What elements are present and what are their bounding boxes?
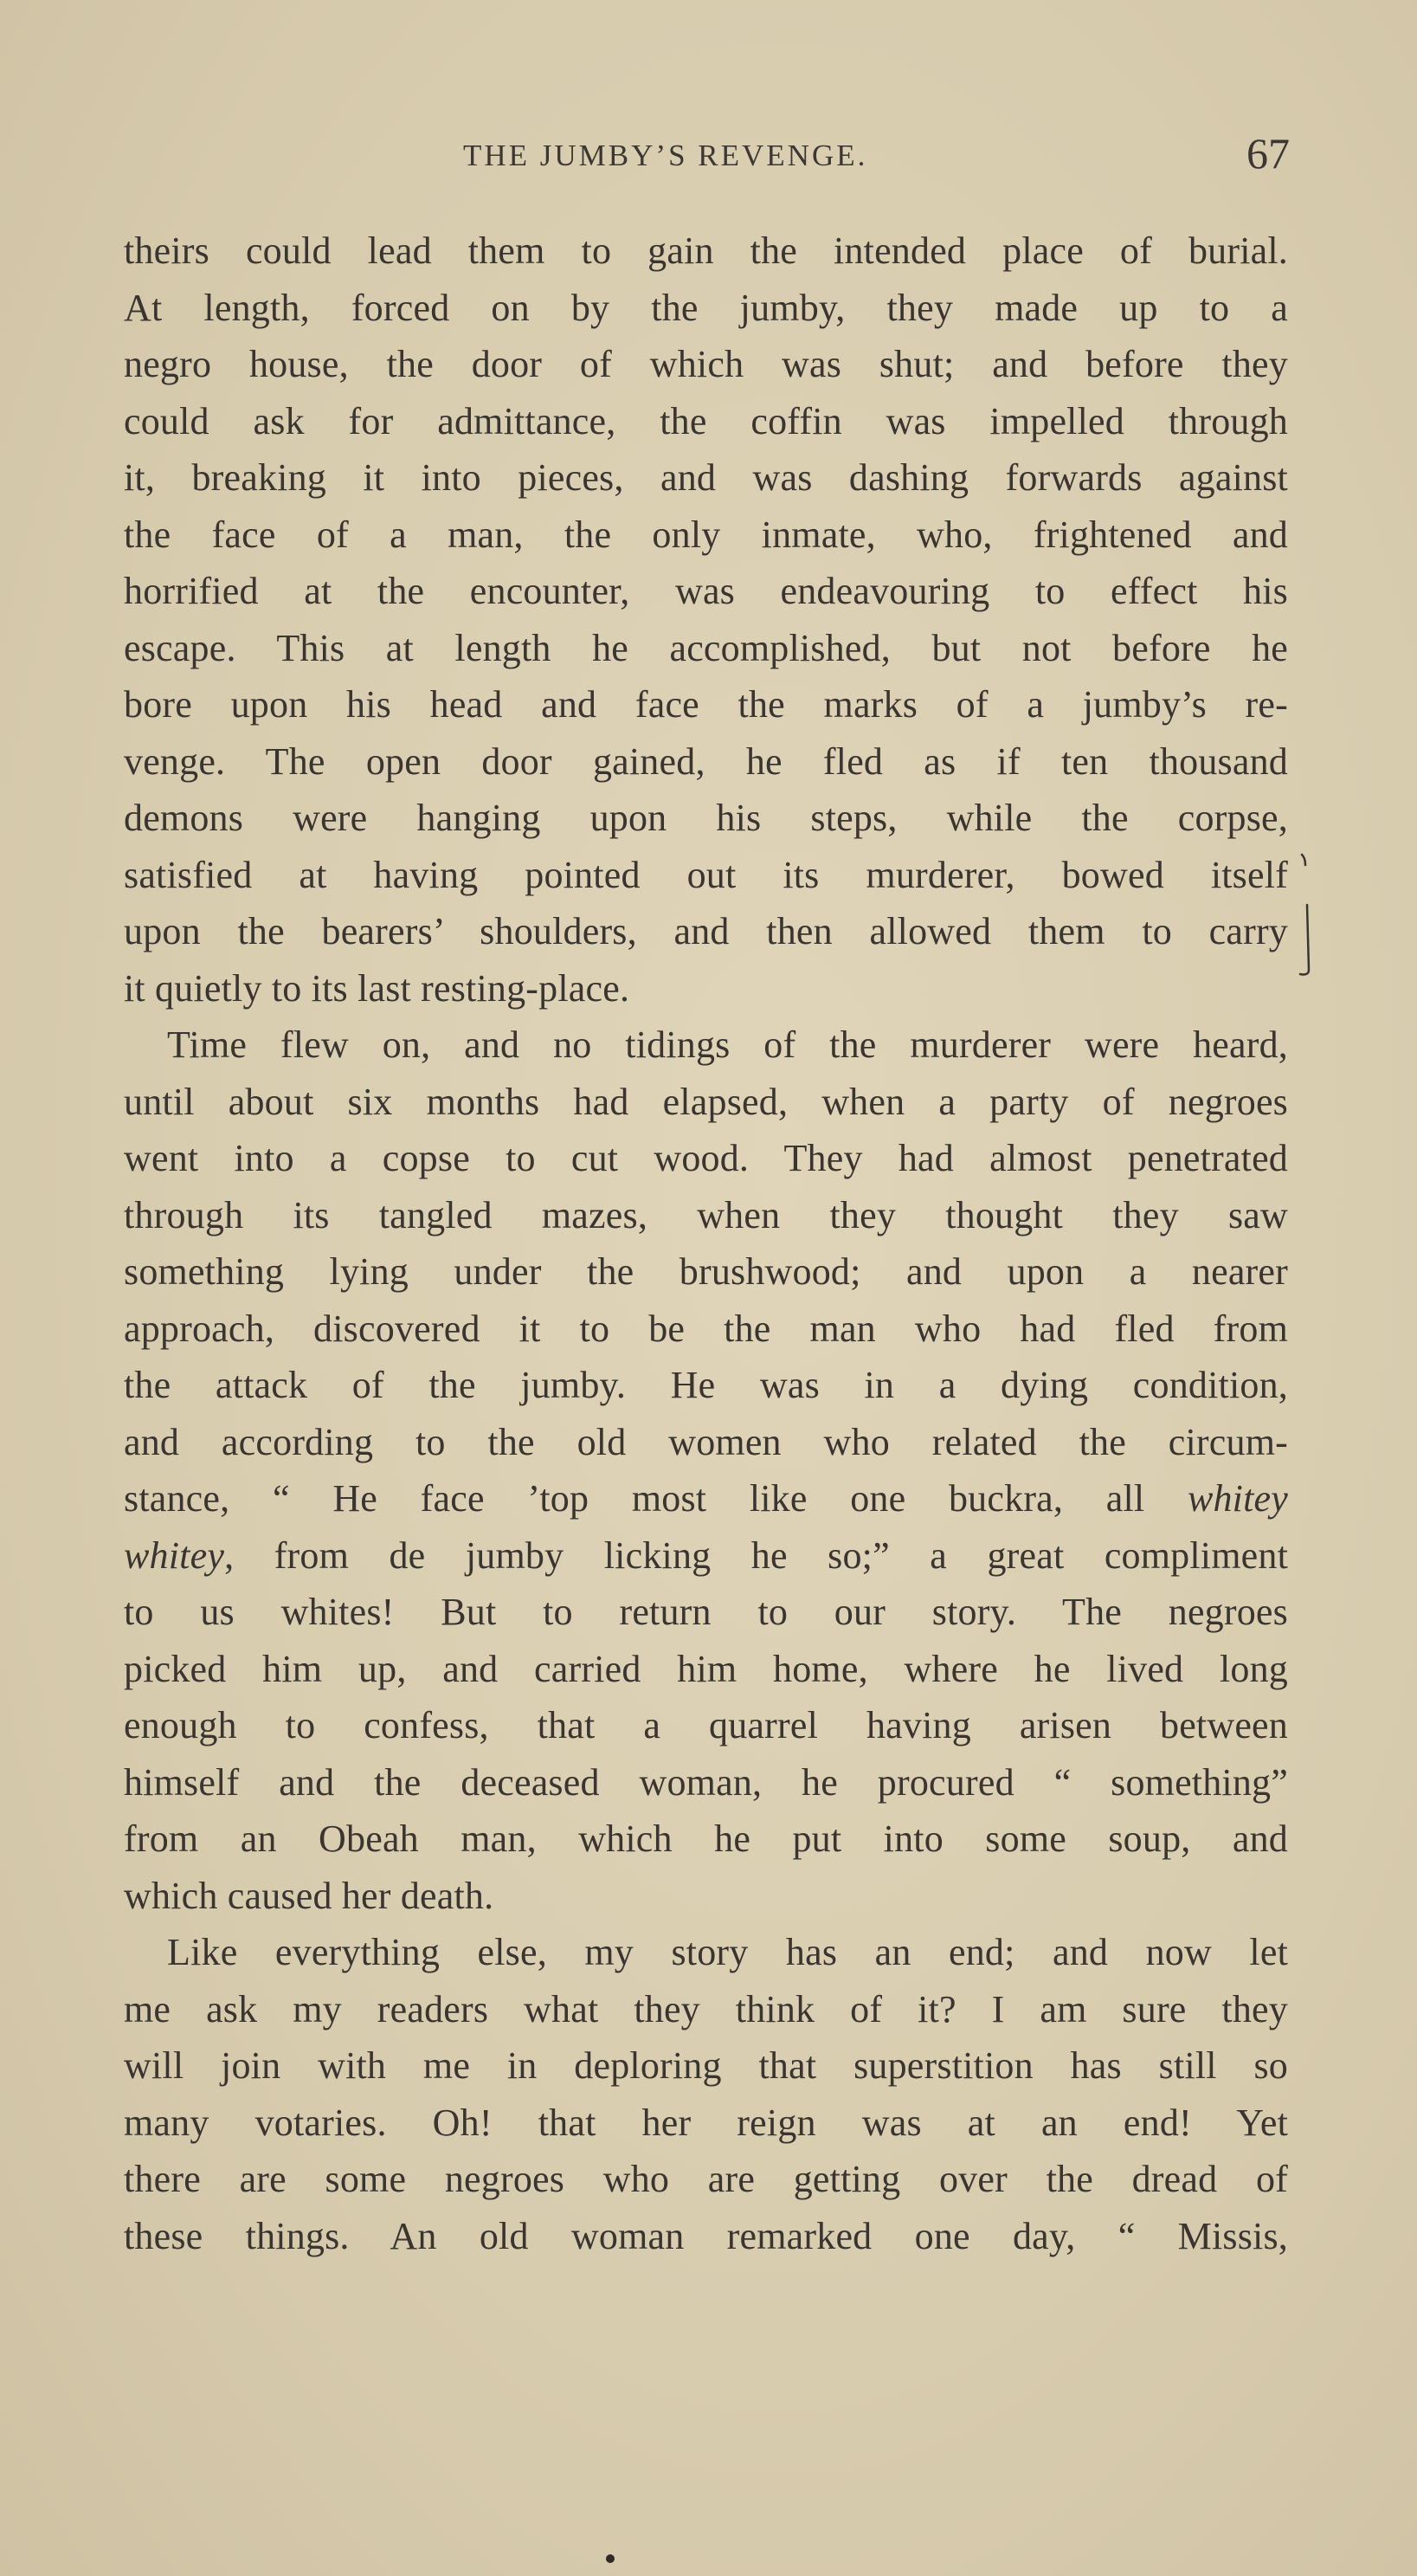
text-line: which caused her death.: [124, 1874, 494, 1917]
text-line: could ask for admittance, the coffin was impelled through: [124, 399, 1288, 442]
ink-speck: [606, 2554, 615, 2563]
text-line: theirs could lead them to gain the intended place of burial.: [124, 229, 1288, 272]
margin-bracket-mark: [1298, 853, 1319, 983]
text-line: satisfied at having pointed out its murderer, bowed itself: [124, 853, 1288, 896]
page-number: 67: [1246, 129, 1290, 178]
text-line: it quietly to its last resting-place.: [124, 966, 630, 1010]
text-line: himself and the deceased woman, he procured “ something”: [124, 1760, 1288, 1804]
text-line: through its tangled mazes, when they thought they saw: [124, 1193, 1288, 1236]
text-line: upon the bearers’ shoulders, and then allowed them to carry: [124, 910, 1288, 952]
text-line: many votaries. Oh! that her reign was at an end! Yet: [124, 2101, 1288, 2144]
text-line: demons were hanging upon his steps, while the corpse,: [124, 797, 1288, 839]
italic-run: whitey: [1187, 1477, 1288, 1520]
text-line: escape. This at length he accomplished, but not before he: [124, 626, 1288, 669]
text-line: venge. The open door gained, he fled as if ten thousand: [124, 739, 1288, 783]
text-line: negro house, the door of which was shut; and before they: [124, 343, 1288, 385]
text-line: the attack of the jumby. He was in a dying condition,: [124, 1364, 1288, 1406]
text-line: Like everything else, my story has an end; and now let: [167, 1931, 1288, 1973]
text-line: from an Obeah man, which he put into some soup, and: [124, 1817, 1288, 1860]
text-line: until about six months had elapsed, when a party of negroes: [124, 1080, 1288, 1123]
text-line: picked him up, and carried him home, where he lived long: [124, 1647, 1288, 1690]
text-line: these things. An old woman remarked one day, “ Missis,: [124, 2214, 1288, 2257]
body-text: [124, 223, 1288, 2264]
text-line: bore upon his head and face the marks of a jumby’s re-: [124, 683, 1288, 726]
text-line: [124, 1527, 1288, 1585]
text-line: me ask my readers what they think of it? I am sure they: [124, 1987, 1288, 2030]
text-line: the face of a man, the only inmate, who, frightened and: [124, 513, 1288, 556]
text-line: there are some negroes who are getting over the dread of: [124, 2158, 1288, 2200]
text-line: enough to confess, that a quarrel having arisen between: [124, 1704, 1288, 1746]
text-line: At length, forced on by the jumby, they made up to a: [124, 286, 1288, 329]
text-line: will join with me in deploring that superstition has still so: [124, 2044, 1288, 2087]
running-head: THE JUMBY’S REVENGE.: [463, 139, 868, 172]
text-line: something lying under the brushwood; and upon a nearer: [124, 1250, 1288, 1293]
text-line: and according to the old women who related the circum-: [124, 1420, 1288, 1463]
text-run: , from de jumby licking he so;” a great compliment: [224, 1533, 1288, 1577]
text-line: approach, discovered it to be the man who had fled from: [124, 1307, 1288, 1350]
text-line: it, breaking it into pieces, and was dashing forwards against: [124, 456, 1288, 499]
text-line: [124, 1470, 1288, 1527]
text-run: stance, “ He face ’top most like one buckra, all: [124, 1477, 1188, 1520]
page-header: [126, 129, 1290, 190]
text-line: Time flew on, and no tidings of the murderer were heard,: [167, 1023, 1288, 1066]
italic-run: whitey: [124, 1533, 225, 1577]
text-line: to us whites! But to return to our story. The negroes: [124, 1591, 1288, 1633]
text-line: went into a copse to cut wood. They had almost penetrated: [124, 1137, 1288, 1179]
text-line: horrified at the encounter, was endeavouring to effect his: [124, 570, 1288, 612]
